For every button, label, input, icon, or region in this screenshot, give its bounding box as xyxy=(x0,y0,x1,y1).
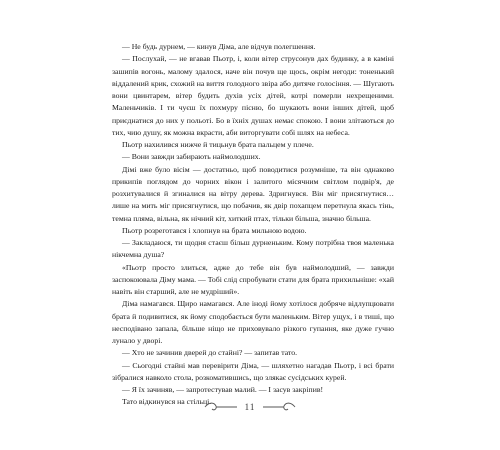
page-number: 11 xyxy=(244,402,256,412)
paragraph: Дімі вже було вісім — достатньо, щоб поводитися розумніше, та він однаково прикипів поглядом до чорних вікон і залитого місячним світлом подвір'я, де розхитувалися й згиналися на вітру дерева. Здригнувся. Він міг присягнутися… лише на мить міг присягнутися, що побачив, як двір похапцем перетнула якась тінь, темна пляма, вільна, як нічний кіт, хиткий птах, тільки більша, значно більша. xyxy=(112,164,394,223)
paragraph: — Закладаюся, ти щодня стаєш більш дурненьким. Кому потрібна твоя маленька нікчемна душа? xyxy=(112,238,394,260)
right-flourish-icon xyxy=(261,401,297,413)
page-footer xyxy=(0,401,500,413)
paragraph: — Я їх зачиняв, — запротестував малий. — І засув закріпив! xyxy=(122,385,324,394)
paragraph: — Вони завжди забирають наймолодших. xyxy=(122,152,261,162)
paragraph: «Пьотр просто злиться, адже до тебе він був наймолодший, — завжди заспокоювала Діму мама. — Тобі слід спробувати стати для брата прихильніше: «хай навіть він старший, але не мудріший». xyxy=(112,262,394,296)
paragraph: Тато відкинувся на стільці. xyxy=(122,397,212,407)
paragraph: Діма намагався. Щиро намагався. Але іноді йому хотілося добряче відлупцювати брата й подивитися, як йому сподобається бути маленьким. Вітер ущух, і в тиші, що несподівано запала, більше ніщо не приховувало різкого гупання, яке дуже гучно лунало у дворі. xyxy=(112,299,394,345)
paragraph: — Не будь дурнем, — кинув Діма, але відчув полегшення. xyxy=(122,42,316,51)
paragraph: Пьотр розреготався і хлопнув на брата мильною водою. xyxy=(122,225,307,235)
paragraph: — Послухай, — не вгавав Пьотр, і, коли вітер струсонув дах будинку, а в каміні зашипів вогонь, малому здалося, наче він почув ще щось, окрім негоди: тоненький віддалений крик, схожий на виття голодного звіра або дитяче голосіння. — Шугають вони цвинтарем, вітер будить духів усіх дітей, котрі померли нехрещеними. Маленьчиків. І ти чуєш їх похмуру пісню, бо шукають вони інших дітей, щоб приєднатися до них у польоті. Бо в їхніх душах немає спокою. І вони злітаються до тих, чию душу, як можна вкрасти, аби виторгувати собі шлях на небеса. xyxy=(112,54,394,137)
paragraph: Пьотр нахилився нижче й тицьнув брата пальцем у плече. xyxy=(122,140,314,149)
body-text xyxy=(112,41,394,409)
paragraph: — Хто не зачинив дверей до стайні? — запитав тато. xyxy=(122,348,298,358)
left-flourish-icon xyxy=(203,401,239,413)
paragraph: — Сьогодні стайні мав перевірити Діма, — шляхетно нагадав Пьотр, і всі брати зібралися навколо стола, розкоматившись, що злякає сусідських курей. xyxy=(112,360,394,382)
